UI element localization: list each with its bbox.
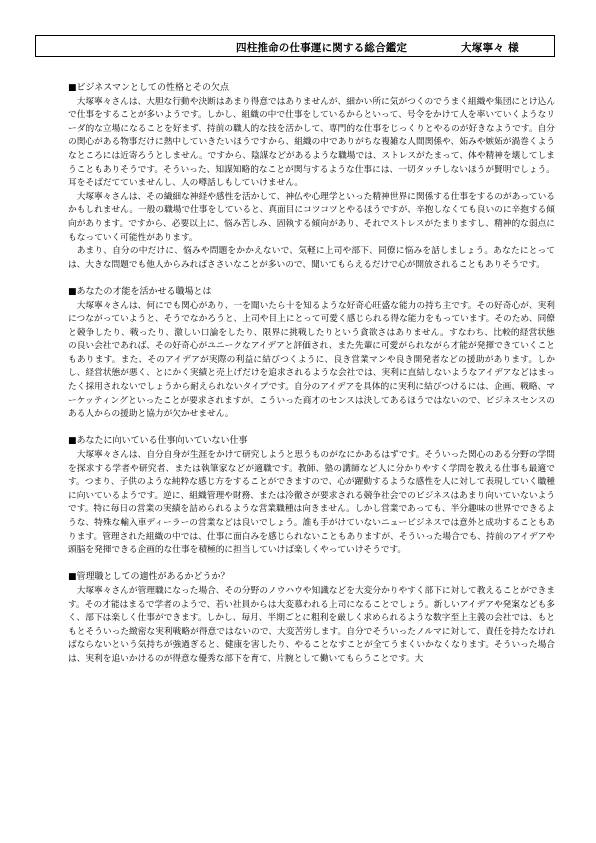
paragraph: あまり、自分の中だけに、悩みや問題をかかえないで、気軽に上司や部下、同僚に悩みを話しましょう。あなたにとっては、大きな問題でも他人からみればささいなことが多いので、聞いてもらえるだけで心が開放されることもありそうです。 bbox=[68, 246, 555, 270]
paragraph: 大塚寧々さんは、大胆な行動や決断はあまり得意ではありませんが、細かい所に気がつくのでうまく組織や集団にとけ込んで仕事をすることが多いようです。しかし、組織の中で仕事をしているからといって、号令をかけて人を率いていくようなリーダ的な立場になることを好まず、持前の職人的な技を活かして、専門的な仕事をじっくりとやるのが好きなようです。自分の関心がある物事だけに熱中していきたいほうですから、組織の中でありがちな複雑な人間関係や、妬みや嫉妬が渦巻くようなところには近寄ろうとしません。ですから、陰謀などがあるような職場では、ストレスがたまって、体や精神を壊してしまうこともありそうです。そういった、知謀知略的なことが関与するような仕事には、一切タッチしないほうが賢明でしょう。耳をそばだてていませんし、人の噂話しもしていけません。 bbox=[68, 96, 555, 189]
document-title: 四柱推命の仕事運に関する総合鑑定 bbox=[236, 42, 408, 54]
section-heading: ■ビジネスマンとしての性格とその欠点 bbox=[68, 83, 230, 93]
section-suitable-jobs bbox=[68, 435, 555, 557]
section-heading: ■管理職としての適性があるかどうか？ bbox=[68, 572, 230, 583]
paragraph: 大塚寧々さんは、その繊細な神経や感性を活かして、神仏や心理学といった精神世界に関係する仕事をするのがあっているかもしれません。一般の職場で仕事をしていると、真面目にコツコツとやるほうですが、辛抱しなくても良いのに辛抱する傾向があります。ですから、必要以上に、悩み苦しみ、固執する傾向があり、それでストレスがたまりますし、精神的な弱点にもなっていく可能性があります。 bbox=[68, 191, 555, 243]
paragraph: 大塚寧々さんが管理職になった場合、その分野のノウハウや知識などを大変分かりやすく部下に対して教えることができます。その才能はまるで学者のようで、若い社員からは大変慕われる上司になることでしょう。新しいアイデアや発案なども多く、部下は楽しく仕事ができます。しかし、毎月、半期ごとに粗利を厳しく求められるような数字至上主義の会社では、もともとそういった緻密な実利戦略が得意ではないので、大変苦労します。自分でそういったノルマに対して、責任を持たなければならないという気持ちが強過ぎると、健康を害したり、やることなすことが全てうまくいかなくなります。そういった場合は、実利を追いかけるのが得意な優秀な部下を育て、片腕として働いてもらうことです。大 bbox=[68, 585, 555, 664]
section-management-aptitude bbox=[68, 571, 555, 666]
client-name: 大塚寧々 様 bbox=[461, 42, 519, 54]
section-heading: ■あなたに向いている仕事向いていない仕事 bbox=[68, 436, 248, 447]
section-talent-workplace bbox=[68, 286, 555, 422]
section-personality bbox=[68, 82, 555, 272]
paragraph: 大塚寧々さんは、自分自身が生涯をかけて研究しようと思うものがなにかあるはずです。そういった関心のある分野の学問を探求する学者や研究者、または執筆家などが適職です。教師、塾の講師など人に分かりやすく学問を教える仕事も最適です。つまり、子供のような純粋な感じ方をすることができますので、心が躍動するような感性を人に対して表現していく職種に向いているようです。逆に、組織管理や財務、または冷徹さが要求される競争社会でのビジネスはあまり向いていないようです。特に毎日の営業の実績を詰められるような営業職種は向きません。しかし営業であっても、半分趣味の世界でできるような、特殊な輸入車ディーラーの営業などは良いでしょう。誰も手がけていないニュービジネスでは意外と成功することもあります。管理された組織の中では、仕事に面白みを感じられないこともありますが、そういった場合でも、持前のアイデアや頭脳を発揮できる企画的な仕事を積極的に担当していけば楽しくやっていけそうです。 bbox=[68, 450, 555, 556]
title-box bbox=[35, 35, 555, 57]
paragraph: 大塚寧々さんは、何にでも関心があり、一を聞いたら十を知るような好奇心旺盛な能力の持ち主です。その好奇心が、実利につながっていようと、そうでなかろうと、上司や目上にとって可愛く感じられる得な能力をもっています。そのため、同僚と競争したり、戦ったり、激しい口論をしたり、限界に挑戦したりという貪欲さはありません。すなわち、比較的経営状態の良い会社であれば、その好奇心がユニークなアイデアと評価され、また先輩に可愛がられながら才能が発揮できていくこともあります。また、そのアイデアが実際の利益に結びつくように、良き営業マンや良き開発者などの援助があります。しかし、経営状態が悪く、とにかく実績と売上げだけを追求されるような会社では、実利に直結しないようなアイデアなどはまったく採用されないでしょうから耐えられないタイプです。自分のアイデアを具体的に実利に結びつけるには、企画、戦略、マーケッティングといったことが要求されますが、こういった商才のセンスは決してあるほうではないので、ビジネスセンスのある人からの援助と協力が欠かせません。 bbox=[68, 300, 555, 420]
section-heading: ■あなたの才能を活かせる職場とは bbox=[68, 286, 212, 297]
document-body bbox=[68, 82, 555, 667]
